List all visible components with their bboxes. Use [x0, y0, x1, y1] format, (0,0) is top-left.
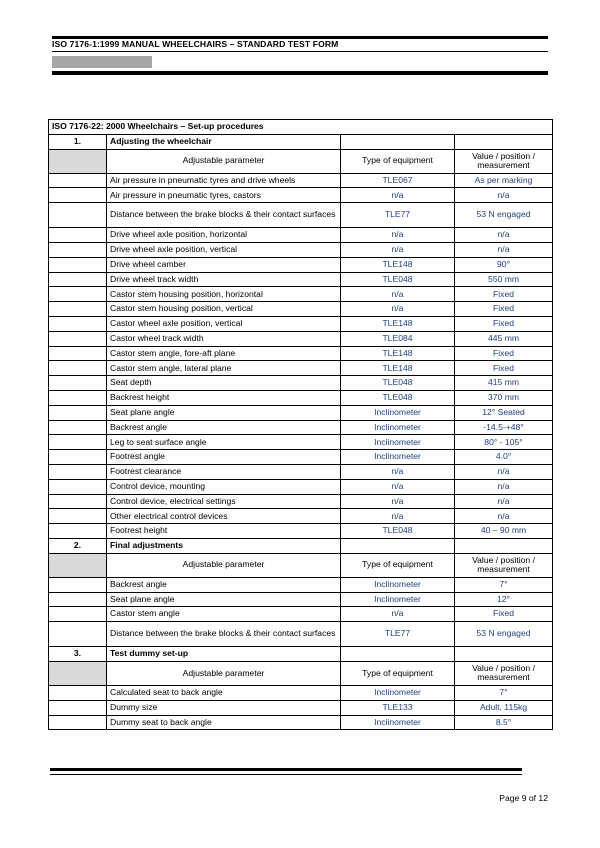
value-cell: n/a	[455, 494, 553, 509]
row-index-cell	[49, 257, 107, 272]
page-number: Page 9 of 12	[499, 793, 548, 803]
row-index-cell	[49, 509, 107, 524]
row-index-cell	[49, 592, 107, 607]
row-index-cell	[49, 435, 107, 450]
section-heading-empty	[341, 647, 455, 662]
value-cell: 40 – 90 mm	[455, 524, 553, 539]
section-heading-empty	[341, 134, 455, 149]
value-cell: 8.5°	[455, 715, 553, 730]
row-index-cell	[49, 173, 107, 188]
equipment-cell: TLE048	[341, 272, 455, 287]
table-row	[49, 715, 553, 730]
parameter-cell: Control device, electrical settings	[107, 494, 341, 509]
equipment-cell: n/a	[341, 494, 455, 509]
redacted-block	[52, 56, 152, 68]
parameter-cell: Castor stem angle, lateral plane	[107, 361, 341, 376]
setup-procedures-table	[48, 119, 553, 730]
table-row	[49, 242, 553, 257]
table-row	[49, 203, 553, 228]
row-index-cell	[49, 420, 107, 435]
section-heading-row	[49, 538, 553, 553]
row-index-cell	[49, 302, 107, 317]
row-index-cell	[49, 188, 107, 203]
value-cell: Fixed	[455, 287, 553, 302]
parameter-cell: Backrest height	[107, 390, 341, 405]
parameter-cell: Distance between the brake blocks & their contact surfaces	[107, 203, 341, 228]
parameter-cell: Seat depth	[107, 376, 341, 391]
value-cell: 53 N engaged	[455, 622, 553, 647]
section-heading-empty	[455, 647, 553, 662]
equipment-cell: Inclinometer	[341, 577, 455, 592]
table-row	[49, 188, 553, 203]
value-cell: 415 mm	[455, 376, 553, 391]
row-index-cell	[49, 479, 107, 494]
row-index-cell	[49, 405, 107, 420]
table-row	[49, 287, 553, 302]
column-header-value: Value / position / measurement	[455, 661, 553, 685]
table-row	[49, 435, 553, 450]
row-index-cell	[49, 685, 107, 700]
row-index-cell	[49, 346, 107, 361]
parameter-cell: Seat plane angle	[107, 405, 341, 420]
column-header-row	[49, 661, 553, 685]
parameter-cell: Drive wheel track width	[107, 272, 341, 287]
section-heading-empty	[341, 538, 455, 553]
value-cell: 90°	[455, 257, 553, 272]
equipment-cell: TLE148	[341, 346, 455, 361]
column-header-value: Value / position / measurement	[455, 149, 553, 173]
equipment-cell: Inclinometer	[341, 715, 455, 730]
equipment-cell: TLE084	[341, 331, 455, 346]
equipment-cell: TLE148	[341, 316, 455, 331]
row-index-cell	[49, 331, 107, 346]
column-header-shade	[49, 149, 107, 173]
header-rule-bottom	[52, 71, 548, 75]
table-row	[49, 257, 553, 272]
equipment-cell: n/a	[341, 509, 455, 524]
equipment-cell: TLE148	[341, 361, 455, 376]
row-index-cell	[49, 203, 107, 228]
section-heading-empty	[455, 134, 553, 149]
parameter-cell: Drive wheel axle position, horizontal	[107, 228, 341, 243]
equipment-cell: TLE77	[341, 622, 455, 647]
table-row	[49, 390, 553, 405]
value-cell: 4.0°	[455, 450, 553, 465]
table-row	[49, 272, 553, 287]
table-row	[49, 420, 553, 435]
value-cell: Fixed	[455, 302, 553, 317]
table-row	[49, 450, 553, 465]
equipment-cell: n/a	[341, 188, 455, 203]
row-index-cell	[49, 607, 107, 622]
equipment-cell: n/a	[341, 479, 455, 494]
row-index-cell	[49, 524, 107, 539]
parameter-cell: Leg to seat surface angle	[107, 435, 341, 450]
table-title-row	[49, 120, 553, 135]
equipment-cell: n/a	[341, 464, 455, 479]
equipment-cell: n/a	[341, 242, 455, 257]
equipment-cell: TLE067	[341, 173, 455, 188]
column-header-value: Value / position / measurement	[455, 553, 553, 577]
value-cell: Adult, 115kg	[455, 700, 553, 715]
value-cell: Fixed	[455, 316, 553, 331]
parameter-cell: Dummy size	[107, 700, 341, 715]
parameter-cell: Castor stem angle, fore-aft plane	[107, 346, 341, 361]
parameter-cell: Backrest angle	[107, 420, 341, 435]
equipment-cell: n/a	[341, 607, 455, 622]
section-heading-row	[49, 647, 553, 662]
value-cell: 550 mm	[455, 272, 553, 287]
equipment-cell: TLE048	[341, 376, 455, 391]
row-index-cell	[49, 577, 107, 592]
value-cell: -14.5-+48°	[455, 420, 553, 435]
table-row	[49, 479, 553, 494]
value-cell: Fixed	[455, 361, 553, 376]
equipment-cell: Inclinometer	[341, 685, 455, 700]
parameter-cell: Footrest angle	[107, 450, 341, 465]
table-body	[49, 120, 553, 730]
equipment-cell: n/a	[341, 228, 455, 243]
table-row	[49, 700, 553, 715]
value-cell: n/a	[455, 464, 553, 479]
table-row	[49, 577, 553, 592]
row-index-cell	[49, 700, 107, 715]
table-row	[49, 361, 553, 376]
column-header-shade	[49, 661, 107, 685]
row-index-cell	[49, 450, 107, 465]
parameter-cell: Castor stem housing position, horizontal	[107, 287, 341, 302]
column-header-equipment: Type of equipment	[341, 661, 455, 685]
equipment-cell: Inclinometer	[341, 435, 455, 450]
parameter-cell: Backrest angle	[107, 577, 341, 592]
value-cell: n/a	[455, 188, 553, 203]
parameter-cell: Footrest height	[107, 524, 341, 539]
parameter-cell: Drive wheel camber	[107, 257, 341, 272]
value-cell: 7°	[455, 577, 553, 592]
column-header-equipment: Type of equipment	[341, 553, 455, 577]
table-row	[49, 302, 553, 317]
value-cell: n/a	[455, 228, 553, 243]
equipment-cell: TLE048	[341, 524, 455, 539]
table-row	[49, 494, 553, 509]
table-row	[49, 376, 553, 391]
row-index-cell	[49, 287, 107, 302]
equipment-cell: TLE148	[341, 257, 455, 272]
value-cell: Fixed	[455, 346, 553, 361]
parameter-cell: Castor wheel track width	[107, 331, 341, 346]
equipment-cell: Inclinometer	[341, 450, 455, 465]
value-cell: 80° - 105°	[455, 435, 553, 450]
row-index-cell	[49, 715, 107, 730]
value-cell: Fixed	[455, 607, 553, 622]
row-index-cell	[49, 622, 107, 647]
value-cell: n/a	[455, 242, 553, 257]
parameter-cell: Drive wheel axle position, vertical	[107, 242, 341, 257]
column-header-parameter: Adjustable parameter	[107, 553, 341, 577]
parameter-cell: Air pressure in pneumatic tyres, castors	[107, 188, 341, 203]
value-cell: 12°	[455, 592, 553, 607]
equipment-cell: TLE77	[341, 203, 455, 228]
section-title: Adjusting the wheelchair	[107, 134, 341, 149]
equipment-cell: n/a	[341, 287, 455, 302]
equipment-cell: n/a	[341, 302, 455, 317]
parameter-cell: Dummy seat to back angle	[107, 715, 341, 730]
table-row	[49, 331, 553, 346]
column-header-parameter: Adjustable parameter	[107, 661, 341, 685]
section-number: 2.	[49, 538, 107, 553]
header-rule-thin	[52, 51, 548, 52]
equipment-cell: TLE133	[341, 700, 455, 715]
table-row	[49, 524, 553, 539]
section-title: Final adjustments	[107, 538, 341, 553]
column-header-parameter: Adjustable parameter	[107, 149, 341, 173]
table-row	[49, 346, 553, 361]
value-cell: n/a	[455, 509, 553, 524]
value-cell: n/a	[455, 479, 553, 494]
column-header-shade	[49, 553, 107, 577]
section-number: 1.	[49, 134, 107, 149]
section-heading-row	[49, 134, 553, 149]
row-index-cell	[49, 316, 107, 331]
row-index-cell	[49, 390, 107, 405]
column-header-row	[49, 149, 553, 173]
table-title: ISO 7176-22: 2000 Wheelchairs – Set-up procedures	[49, 120, 553, 135]
parameter-cell: Other electrical control devices	[107, 509, 341, 524]
column-header-row	[49, 553, 553, 577]
table-row	[49, 592, 553, 607]
equipment-cell: Inclinometer	[341, 405, 455, 420]
value-cell: 53 N engaged	[455, 203, 553, 228]
table-row	[49, 173, 553, 188]
equipment-cell: Inclinometer	[341, 592, 455, 607]
parameter-cell: Distance between the brake blocks & their contact surfaces	[107, 622, 341, 647]
equipment-cell: Inclinometer	[341, 420, 455, 435]
parameter-cell: Castor stem angle	[107, 607, 341, 622]
parameter-cell: Footrest clearance	[107, 464, 341, 479]
table-row	[49, 405, 553, 420]
row-index-cell	[49, 376, 107, 391]
parameter-cell: Calculated seat to back angle	[107, 685, 341, 700]
row-index-cell	[49, 242, 107, 257]
value-cell: 370 mm	[455, 390, 553, 405]
parameter-cell: Castor wheel axle position, vertical	[107, 316, 341, 331]
row-index-cell	[49, 464, 107, 479]
value-cell: 7°	[455, 685, 553, 700]
row-index-cell	[49, 494, 107, 509]
section-heading-empty	[455, 538, 553, 553]
footer-rule-thick	[50, 768, 522, 771]
footer-rule-thin	[50, 774, 522, 775]
parameter-cell: Seat plane angle	[107, 592, 341, 607]
value-cell: As per marking	[455, 173, 553, 188]
section-number: 3.	[49, 647, 107, 662]
table-row	[49, 464, 553, 479]
value-cell: 445 mm	[455, 331, 553, 346]
section-title: Test dummy set-up	[107, 647, 341, 662]
table-row	[49, 228, 553, 243]
table-row	[49, 316, 553, 331]
row-index-cell	[49, 228, 107, 243]
row-index-cell	[49, 361, 107, 376]
value-cell: 12° Seated	[455, 405, 553, 420]
column-header-equipment: Type of equipment	[341, 149, 455, 173]
document-header-title: ISO 7176-1:1999 MANUAL WHEELCHAIRS – STANDARD TEST FORM	[52, 39, 339, 49]
table-row	[49, 622, 553, 647]
parameter-cell: Castor stem housing position, vertical	[107, 302, 341, 317]
parameter-cell: Air pressure in pneumatic tyres and drive wheels	[107, 173, 341, 188]
parameter-cell: Control device, mounting	[107, 479, 341, 494]
table-row	[49, 607, 553, 622]
equipment-cell: TLE048	[341, 390, 455, 405]
table-row	[49, 685, 553, 700]
row-index-cell	[49, 272, 107, 287]
table-row	[49, 509, 553, 524]
